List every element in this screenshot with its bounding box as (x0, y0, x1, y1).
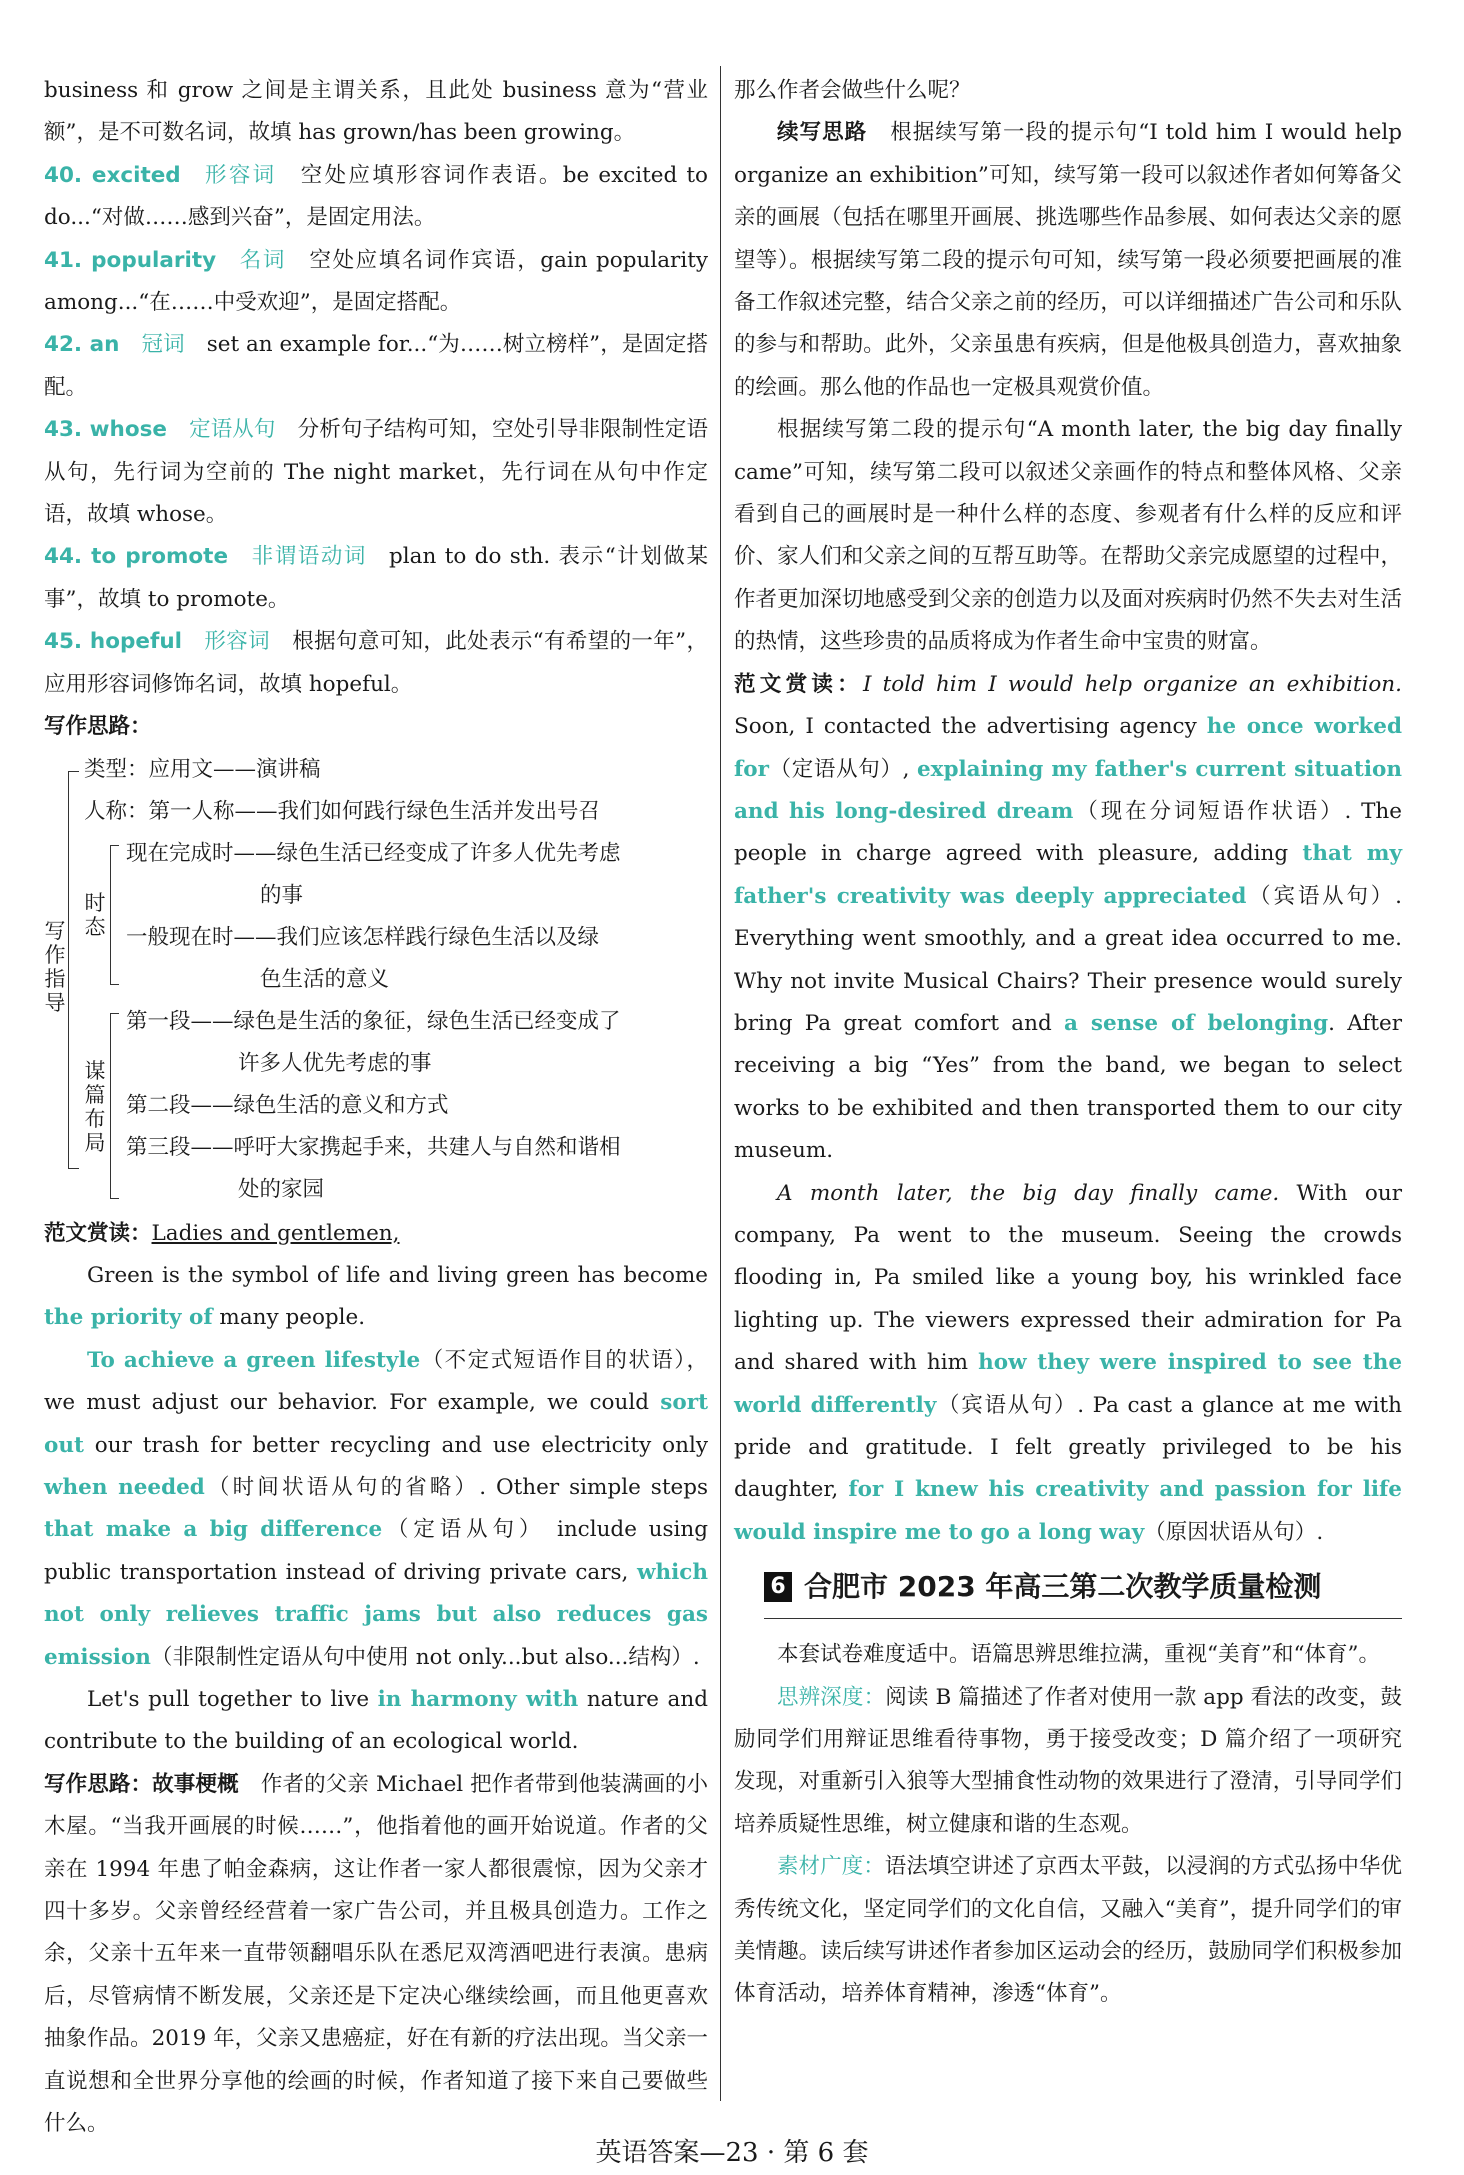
continuation-idea-1: 续写思路 根据续写第一段的提示句“I told him I would help organize an exhibition”可知，续写第一段可以叙述作者如何筹备父亲的画展（包括在哪里开画展、挑选哪些作品参展、如何表达父亲的愿望等）。根据续写第二段的提示句可知，续写第一段必须要把画展的准备工作叙述完整，结合父亲之前的经历，可以详细描述广告公司和乐队的参与和帮助。此外，父亲虽患有疾病，但是他极具创造力，喜欢抽象的绘画。那么他的作品也一定极具观赏价值。 (734, 120, 1402, 400)
model-para-3: Let's pull together to live in harmony with nature and contribute to the building of an ecological world. (44, 1686, 708, 1755)
section-rule (764, 1618, 1402, 1619)
writing-outline: 写 作 指 导 类型：应用文——演讲稿 人称：第一人称——我们如何践行绿色生活并发出号召 时 态 现在完成时——绿色生活已经变成了许多人优先考虑 的事 一般现在时——我们应该怎样践行绿色生活以及绿 色生活的意义 谋 篇 布 局 第一段——绿色是生活的象征，绿色生活已经变成了 许多人优先考虑的事 第二段——绿色生活的意义和方式 第三段——呼吁大家携起手来，共建人与自然和谐相 处的家园 (44, 749, 708, 1213)
critical-thinking-note: 思辨深度：阅读 B 篇描述了作者对使用一款 app 看法的改变，鼓励同学们用辩证思维看待事物，勇于接受改变；D 篇介绍了一项研究发现，对重新引入狼等大型捕食性动物的效果进行了澄清，引导同学们培养质疑性思维，树立健康和谐的生态观。 (734, 1684, 1402, 1837)
outline-brace-structure (110, 1013, 119, 1199)
section-number-badge: 6 (764, 1572, 792, 1602)
section-6-heading (734, 1564, 1402, 1614)
material-breadth-note: 素材广度：语法填空讲述了京西太平鼓，以浸润的方式弘扬中华优秀传统文化，坚定同学们的文化自信，又融入“美育”，提升同学们的审美情趣。读后续写讲述作者参加区运动会的经历，鼓励同学们积极参加体育活动，培养体育精神，渗透“体育”。 (734, 1854, 1402, 2007)
outline-brace-main (68, 771, 79, 1169)
answer-40: 40. excited 形容词 空处应填形容词作表语。be excited to do...“对做……感到兴奋”，是固定用法。 (44, 162, 708, 231)
essay-para-2: A month later, the big day finally came. With our company, Pa went to the museum. Seeing the crowds flooding in, Pa smiled like a young boy, his wrinkled face lighting up. The viewers expressed their admiration for Pa and shared with him how they were inspired to see the world differently（宾语从句）. Pa cast a glance at me with pride and gratitude. I felt greatly privileged to be his daughter, for I knew his creativity and passion for life would inspire me to go a long way（原因状语从句）. (734, 1180, 1403, 1545)
answer-41: 41. popularity 名词 空处应填名词作宾语，gain popularity among...“在……中受欢迎”，是固定搭配。 (44, 247, 708, 316)
model-greeting-line: 范文赏读：Ladies and gentlemen, (44, 1220, 400, 1246)
outline-structure-label: 谋 篇 布 局 (84, 1058, 106, 1155)
column-divider (720, 66, 721, 2101)
outline-type: 类型：应用文——演讲稿 (84, 756, 321, 782)
answer-45: 45. hopeful 形容词 根据句意可知，此处表示“有希望的一年”，应用形容词修饰名词，故填 hopeful。 (44, 629, 708, 697)
model-para-1: Green is the symbol of life and living green has become the priority of many people. (44, 1262, 708, 1331)
page-footer: 英语答案—23 · 第 6 套 (595, 2138, 869, 2168)
outline-tense-label: 时 态 (84, 890, 106, 939)
model-para-2: To achieve a green lifestyle（不定式短语作目的状语），we must adjust our behavior. For example, we could sort out our trash for better recycling and use electricity only when needed（时间状语从句的省略）. Other simple steps that make a big difference（定语从句） include using public transportation instead of driving private cars, which not only relieves traffic jams but also reduces gas emission（非限制性定语从句中使用 not only...but also...结构）. (44, 1347, 708, 1670)
outline-side-label: 写 作 指 导 (44, 918, 66, 1015)
continuation-idea-2: 根据续写第二段的提示句“A month later, the big day finally came”可知，续写第二段可以叙述父亲画作的特点和整体风格、父亲看到自己的画展时是一种什么样的态度、参观者有什么样的反应和评价、家人们和父亲之间的互帮互助等。在帮助父亲完成愿望的过程中，作者更加深切地感受到父亲的创造力以及面对疾病时仍然不失去对生活的热情，这些珍贵的品质将成为作者生命中宝贵的财富。 (734, 417, 1402, 655)
grammar-note: business 和 grow 之间是主谓关系，且此处 business 意为“营业额”，是不可数名词，故填 has grown/has been growing。 (44, 78, 708, 146)
right-column (734, 70, 1402, 2016)
outline-person: 人称：第一人称——我们如何践行绿色生活并发出号召 (84, 798, 601, 824)
answer-42: 42. an 冠词 set an example for...“为……树立榜样”，是固定搭配。 (44, 332, 708, 400)
essay-para-1: 范文赏读：I told him I would help organize an exhibition. Soon, I contacted the advertising agency he once worked for（定语从句）, explaining my father's current situation and his long-desired dream（现在分词短语作状语）. The people in charge agreed with pleasure, adding that my father's creativity was deeply appreciated（宾语从句）. Everything went smoothly, and a great idea occurred to me. Why not invite Musical Chairs? Their presence would surely bring Pa great comfort and a sense of belonging. After receiving a big “Yes” from the band, we began to select works to be exhibited and then transported them to our city museum. (734, 671, 1403, 1164)
outline-brace-tense (110, 845, 119, 985)
answer-43: 43. whose 定语从句 分析句子结构可知，空处引导非限制性定语从句，先行词为空前的 The night market，先行词在从句中作定语，故填 whose。 (44, 417, 708, 528)
writing-heading: 写作思路： (44, 714, 152, 740)
left-column (44, 70, 708, 2145)
section-title: 合肥市 2023 年高三第二次教学质量检测 (804, 1570, 1322, 1604)
story-question: 那么作者会做些什么呢？ (734, 78, 971, 103)
story-summary: 写作思路：故事梗概 作者的父亲 Michael 把作者带到他装满画的小木屋。“当我开画展的时候……”，他指着他的画开始说道。作者的父亲在 1994 年患了帕金森病，这让作者一家人都很震惊，因为父亲才四十多岁。父亲曾经经营着一家广告公司，并且极具创造力。工作之余，父亲十五年来一直带领翻唱乐队在悉尼双湾酒吧进行表演。患病后，尽管病情不断发展，父亲还是下定决心继续绘画，而且他更喜欢抽象作品。2019 年，父亲又患癌症，好在有新的疗法出现。当父亲一直说想和全世界分享他的绘画的时候，作者知道了接下来自己要做些什么。 (44, 1771, 708, 2137)
answer-44: 44. to promote 非谓语动词 plan to do sth. 表示“计划做某事”，故填 to promote。 (44, 544, 708, 612)
exam-intro: 本套试卷难度适中。语篇思辨思维拉满，重视“美育”和“体育”。 (777, 1642, 1380, 1668)
